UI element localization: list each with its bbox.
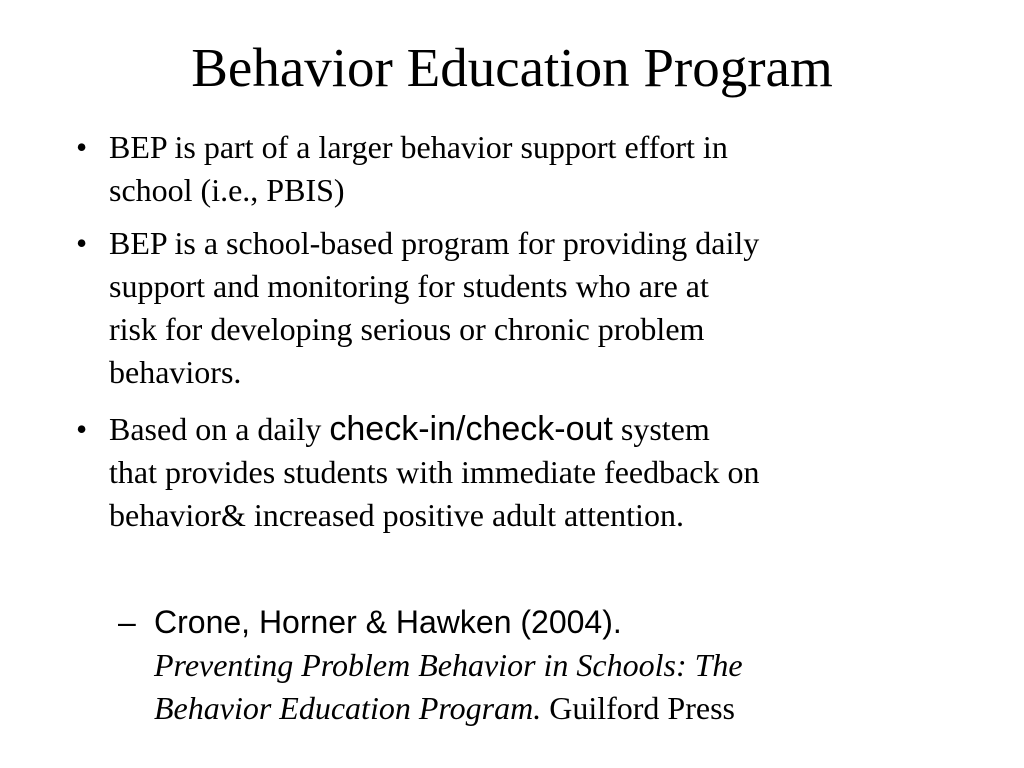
check-in-check-out-emphasis: check-in/check-out [329,410,613,448]
citation-title-and-publisher [154,687,743,730]
citation-text [154,601,743,730]
citation-dash-marker: – [118,604,136,640]
bullet-text [109,222,759,394]
bullet-text [109,126,728,212]
bullet-marker: • [76,129,88,165]
bullet-text [109,408,760,537]
bullet-line: school (i.e., PBIS) [109,172,345,208]
bullet-line: BEP is a school-based program for providing daily [109,225,760,261]
bullet-marker: • [76,411,88,447]
bullet-line: support and monitoring for students who are at [109,268,709,304]
bullet-line: behaviors. [109,354,242,390]
bullet-line: risk for developing serious or chronic problem [109,311,705,347]
citation-title-line: Behavior Education Program. [154,690,542,726]
slide-title: Behavior Education Program [191,37,833,98]
bullet-line: behavior& increased positive adult attention. [109,497,684,533]
bullet-marker: • [76,225,88,261]
citation-authors: Crone, Horner & Hawken (2004). [154,604,622,640]
bullet-line [109,408,760,451]
citation-title-line: Preventing Problem Behavior in Schools: The [154,647,743,683]
bullet-line-suffix: system [612,411,710,447]
citation-publisher: Guilford Press [541,690,735,726]
bullet-line-prefix: Based on a daily [109,411,330,447]
bullet-line: that provides students with immediate feedback on [109,454,760,490]
bullet-line: BEP is part of a larger behavior support effort in [109,129,728,165]
